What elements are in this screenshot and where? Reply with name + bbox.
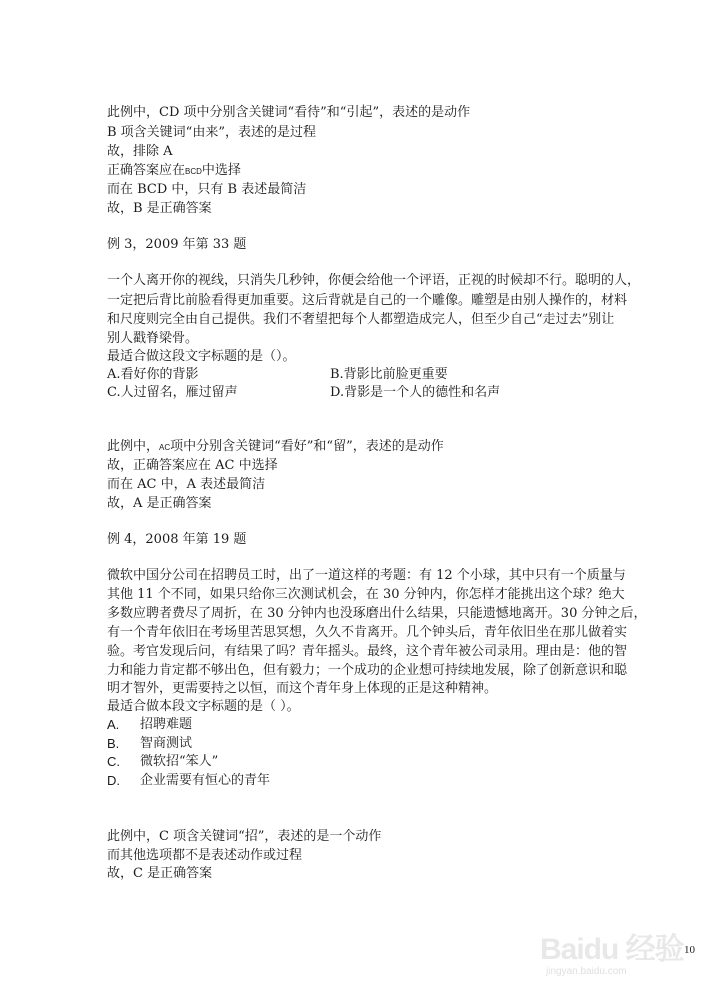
analysis-line: 此例中，C 项含关键词“招”，表述的是一个动作 bbox=[107, 829, 382, 844]
analysis-line: 故，排除 A bbox=[107, 144, 173, 159]
subscript-text: BCD bbox=[185, 167, 202, 176]
example-heading: 例 3，2009 年第 33 题 bbox=[107, 237, 247, 252]
option-d: 企业需要有恒心的青年 bbox=[140, 773, 271, 788]
option-c: C.人过留名，雁过留声 bbox=[107, 385, 238, 400]
analysis-line: 而在 BCD 中，只有 B 表述最简洁 bbox=[107, 182, 307, 197]
option-a: A.看好你的背影 bbox=[107, 367, 199, 382]
paragraph-line: 微软中国分公司在招聘员工时，出了一道这样的考题：有 12 个小球，其中只有一个质量与 bbox=[107, 568, 626, 583]
option-c: 微软招“笨人” bbox=[140, 754, 219, 769]
option-a-label: A. bbox=[107, 717, 120, 732]
paragraph-line: 力和能力肯定都不够出色，但有毅力；一个成功的企业想可持续地发展，除了创新意识和聪 bbox=[107, 663, 628, 678]
analysis-line: 故，C 是正确答案 bbox=[107, 866, 213, 881]
paragraph-line: 别人戳脊梁骨。 bbox=[107, 331, 199, 346]
paragraph-line: 一个人离开你的视线，只消失几秒钟，你便会给他一个评语，正视的时候却不行。聪明的人， bbox=[107, 273, 641, 288]
option-d-label: D. bbox=[107, 773, 120, 788]
paragraph-line: 多数应聘者费尽了周折，在 30 分钟内也没琢磨出什么结果，只能遗憾地离开。30 分钟之后， bbox=[107, 606, 647, 621]
text-fragment: 此例中， bbox=[107, 439, 160, 454]
option-a: 招聘难题 bbox=[140, 717, 193, 732]
question-line: 最适合做本段文字标题的是（ ）。 bbox=[107, 699, 300, 714]
text-fragment: 项中分别含关键词“看好”和“留”，表述的是动作 bbox=[170, 439, 444, 454]
paragraph-line: 明才智外，更需要持之以恒，而这个青年身上体现的正是这种精神。 bbox=[107, 681, 498, 696]
text-fragment: 正确答案应在 bbox=[107, 163, 186, 178]
paragraph-line: 一定把后背比前脸看得更加重要。这后背就是自己的一个雕像。雕塑是由别人操作的，材料 bbox=[107, 293, 628, 308]
paragraph-line: 验。考官发现后问，有结果了吗？青年摇头。最终，这个青年被公司录用。理由是：他的智 bbox=[107, 644, 628, 659]
analysis-line: B 项含关键词“由来”，表述的是过程 bbox=[107, 125, 316, 140]
text-fragment: 中选择 bbox=[201, 163, 241, 178]
analysis-line bbox=[107, 162, 241, 181]
example-heading: 例 4，2008 年第 19 题 bbox=[107, 532, 247, 547]
analysis-line: 而其他选项都不是表述动作或过程 bbox=[107, 848, 303, 863]
option-b: 智商测试 bbox=[140, 736, 193, 751]
baidu-watermark bbox=[540, 918, 690, 988]
option-d: D.背影是一个人的德性和名声 bbox=[330, 385, 501, 400]
subscript-text: AC bbox=[159, 443, 171, 452]
watermark-logo-text: Baidu 经验 bbox=[540, 933, 684, 966]
analysis-line bbox=[107, 438, 444, 457]
option-c-label: C. bbox=[107, 754, 120, 769]
paragraph-line: 其他 11 个不同，如果只给你三次测试机会，在 30 分钟内，你怎样才能挑出这个球？绝大 bbox=[107, 587, 625, 602]
analysis-line: 故，B 是正确答案 bbox=[107, 201, 212, 216]
analysis-line: 而在 AC 中，A 表述最简洁 bbox=[107, 477, 266, 492]
paragraph-line: 有一个青年依旧在考场里苦思冥想，久久不肯离开。几个钟头后，青年依旧坐在那儿做着实 bbox=[107, 625, 628, 640]
question-line: 最适合做这段文字标题的是（）。 bbox=[107, 349, 296, 364]
watermark-url: jingyan.baidu.com bbox=[546, 966, 627, 977]
option-b-label: B. bbox=[107, 736, 120, 751]
page-number: 10 bbox=[684, 944, 695, 956]
analysis-line: 此例中，CD 项中分别含关键词“看待”和“引起”，表述的是动作 bbox=[107, 105, 471, 120]
paragraph-line: 和尺度则完全由自己提供。我们不奢望把每个人都塑造成完人，但至少自己“走过去”别让 bbox=[107, 312, 615, 327]
option-b: B.背影比前脸更重要 bbox=[330, 367, 448, 382]
analysis-line: 故，正确答案应在 AC 中选择 bbox=[107, 458, 278, 473]
analysis-line: 故，A 是正确答案 bbox=[107, 496, 212, 511]
